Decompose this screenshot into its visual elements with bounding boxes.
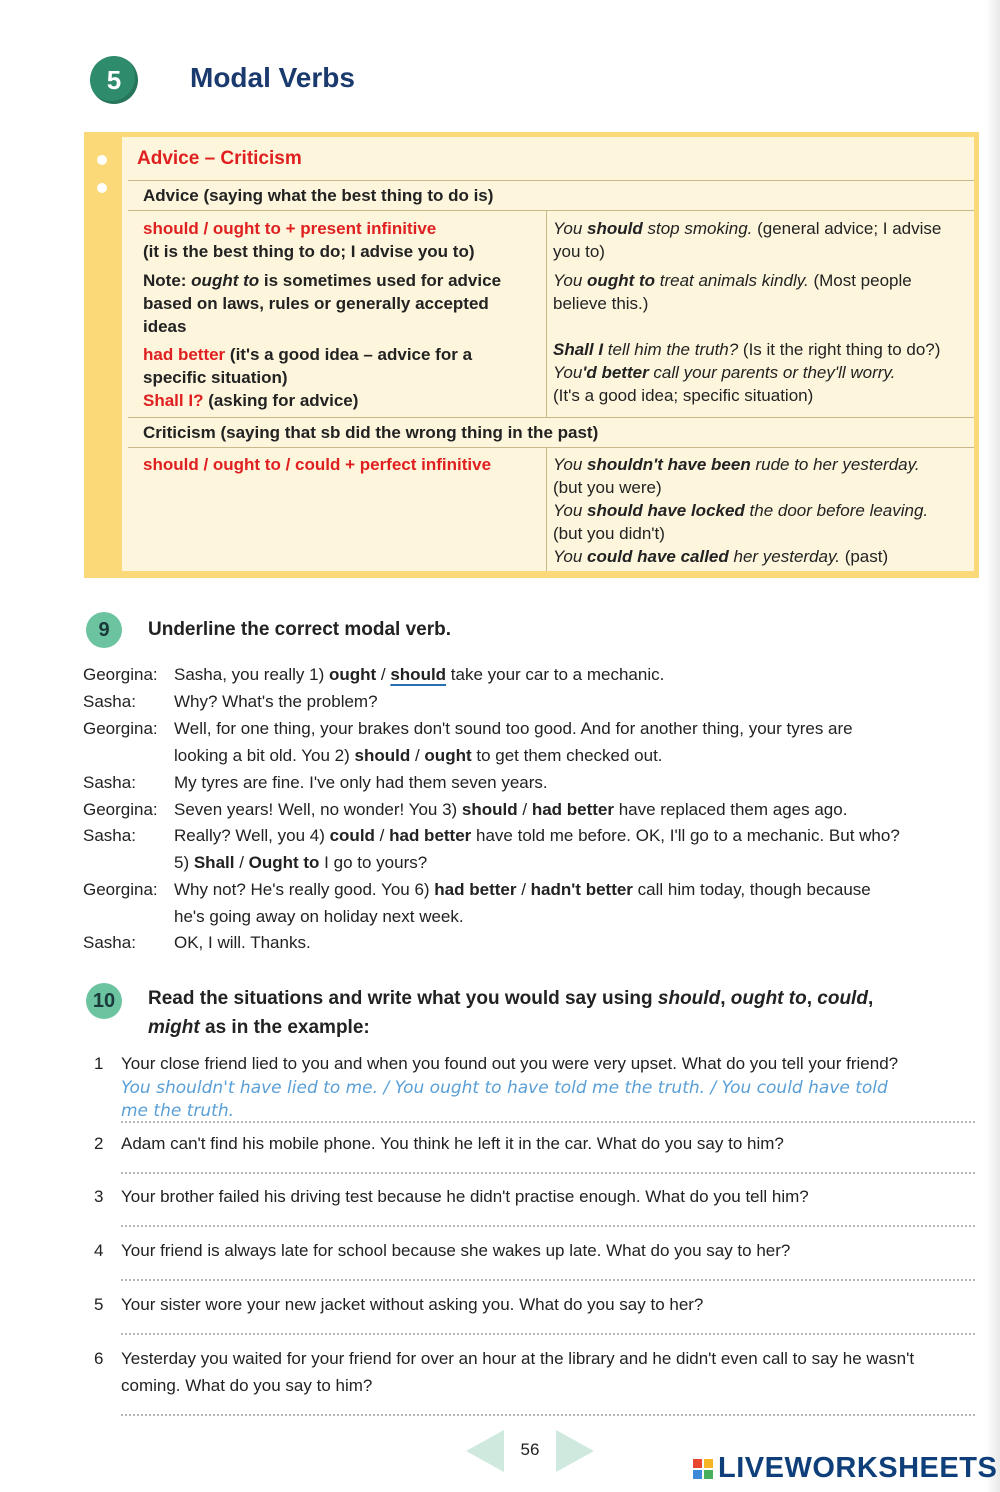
dialogue-line: 5) Shall / Ought to I go to yours?	[174, 853, 428, 872]
rule-should-meaning: (it is the best thing to do; I advise you to)	[143, 242, 475, 261]
answer-line[interactable]	[121, 1172, 975, 1174]
speaker-label: Georgina:	[83, 880, 158, 899]
exercise-10-badge: 10	[86, 983, 122, 1019]
question-number: 5	[94, 1295, 104, 1314]
advice-header: Advice (saying what the best thing to do is)	[143, 186, 494, 205]
option-ought[interactable]: ought	[328, 665, 377, 684]
question-text: Your sister wore your new jacket without asking you. What do you say to her?	[121, 1295, 704, 1314]
dialogue-line: Why? What's the problem?	[174, 692, 378, 711]
brand-name[interactable]: LIVEWORKSHEETS	[718, 1452, 998, 1484]
answer-line[interactable]	[121, 1225, 975, 1227]
option-hadnt-better[interactable]: hadn't better	[530, 880, 633, 899]
dialogue-line: My tyres are fine. I've only had them seven years.	[174, 773, 548, 792]
dialogue-line: Really? Well, you 4) could / had better have told me before. OK, I'll go to a mechanic. But who?	[174, 826, 900, 845]
divider	[128, 180, 974, 181]
liveworksheets-logo-icon	[692, 1458, 714, 1480]
example-shouldnt-have: You shouldn't have been rude to her yesterday.	[553, 455, 920, 474]
answer-line[interactable]	[121, 1279, 975, 1281]
dialogue-line: looking a bit old. You 2) should / ought to get them checked out.	[174, 746, 663, 765]
option-had-better[interactable]: had better	[434, 880, 517, 899]
example-shouldnt-have-note: (but you were)	[553, 478, 662, 497]
box-heading: Advice – Criticism	[137, 148, 302, 169]
example-should-have: You should have locked the door before leaving.	[553, 501, 929, 520]
question-number: 2	[94, 1134, 104, 1153]
divider	[128, 417, 974, 418]
question-text: Your close friend lied to you and when you found out you were very upset. What do you tell your friend?	[121, 1054, 899, 1073]
exercise-9-title: Underline the correct modal verb.	[148, 619, 452, 640]
bullet-dot	[97, 155, 107, 165]
option-shall[interactable]: Shall	[193, 853, 235, 872]
divider	[128, 210, 974, 211]
option-should[interactable]: should	[461, 800, 518, 819]
speaker-label: Georgina:	[83, 665, 158, 684]
example-answer-line: You shouldn't have lied to me. / You ought to have told me the truth. / You could have told	[121, 1078, 888, 1098]
divider	[128, 447, 974, 448]
unit-number-badge: 5	[90, 56, 138, 104]
speaker-label: Sasha:	[83, 773, 136, 792]
example-should: You should stop smoking. (general advice; I advise	[553, 219, 942, 238]
question-text: Your friend is always late for school because she wakes up late. What do you say to her?	[121, 1241, 791, 1260]
option-could[interactable]: could	[329, 826, 375, 845]
example-could-have: You could have called her yesterday. (past)	[553, 547, 889, 566]
rule-perfect-infinitive: should / ought to / could + perfect infinitive	[143, 455, 492, 474]
example-had-better-note: (It's a good idea; specific situation)	[553, 386, 814, 405]
dialogue-line: OK, I will. Thanks.	[174, 933, 311, 952]
note-line-3: ideas	[143, 317, 187, 336]
speaker-label: Sasha:	[83, 692, 136, 711]
option-had-better[interactable]: had better	[531, 800, 614, 819]
example-had-better: You'd better call your parents or they'll worry.	[553, 363, 896, 382]
option-should-selected[interactable]: should	[390, 665, 447, 684]
unit-title: Modal Verbs	[190, 62, 355, 93]
answer-line[interactable]	[121, 1121, 975, 1123]
exercise-10-title: Read the situations and write what you would say using should, ought to, could, might as in the example:	[148, 988, 874, 1038]
note-ought-to: Note: ought to is sometimes used for advice	[143, 271, 502, 290]
question-text: Adam can't find his mobile phone. You think he left it in the car. What do you say to him?	[121, 1134, 784, 1153]
dialogue-line: Seven years! Well, no wonder! You 3) should / had better have replaced them ages ago.	[174, 800, 848, 819]
question-number: 3	[94, 1187, 104, 1206]
option-ought-to[interactable]: Ought to	[248, 853, 320, 872]
criticism-header: Criticism (saying that sb did the wrong thing in the past)	[143, 423, 599, 442]
answer-line[interactable]	[121, 1414, 975, 1416]
rule-should-ought: should / ought to + present infinitive	[143, 219, 437, 238]
rule-shall-i: Shall I? (asking for advice)	[143, 391, 359, 410]
example-ought-to-cont: believe this.)	[553, 294, 649, 313]
speaker-label: Georgina:	[83, 800, 158, 819]
dialogue-line: Why not? He's really good. You 6) had better / hadn't better call him today, though because	[174, 880, 871, 899]
bullet-dot	[97, 183, 107, 193]
option-ought[interactable]: ought	[424, 746, 472, 765]
option-had-better[interactable]: had better	[389, 826, 472, 845]
dialogue-line: Sasha, you really 1) ought / should take your car to a mechanic.	[174, 665, 665, 684]
question-text: Your brother failed his driving test because he didn't practise enough. What do you tell him?	[121, 1187, 809, 1206]
answer-line[interactable]	[121, 1333, 975, 1335]
dialogue-line: Well, for one thing, your brakes don't sound too good. And for another thing, your tyres are	[174, 719, 853, 738]
example-should-have-note: (but you didn't)	[553, 524, 665, 543]
dialogue-line: he's going away on holiday next week.	[174, 907, 464, 926]
column-divider	[546, 210, 547, 417]
question-text-cont: coming. What do you say to him?	[121, 1376, 373, 1395]
speaker-label: Sasha:	[83, 826, 136, 845]
question-text: Yesterday you waited for your friend for over an hour at the library and he didn't even call to say he wasn't	[121, 1349, 915, 1368]
example-should-cont: you to)	[553, 242, 605, 261]
page-edge-shadow	[986, 0, 1000, 1492]
option-should[interactable]: should	[354, 746, 411, 765]
note-line-2: based on laws, rules or generally accepted	[143, 294, 489, 313]
speaker-label: Georgina:	[83, 719, 158, 738]
question-number: 6	[94, 1349, 104, 1368]
question-number: 4	[94, 1241, 104, 1260]
exercise-9-badge: 9	[86, 612, 122, 648]
speaker-label: Sasha:	[83, 933, 136, 952]
page-arrow-right	[556, 1430, 594, 1472]
example-ought-to: You ought to treat animals kindly. (Most people	[553, 271, 912, 290]
rule-had-better-cont: specific situation)	[143, 368, 288, 387]
example-shall-i: Shall I tell him the truth? (Is it the right thing to do?)	[553, 340, 941, 359]
question-number: 1	[94, 1054, 104, 1073]
page-number: 56	[520, 1440, 540, 1459]
page-arrow-left	[466, 1430, 504, 1472]
column-divider	[546, 447, 547, 571]
example-answer-line: me the truth.	[121, 1101, 234, 1121]
rule-had-better: had better (it's a good idea – advice for a	[143, 345, 473, 364]
